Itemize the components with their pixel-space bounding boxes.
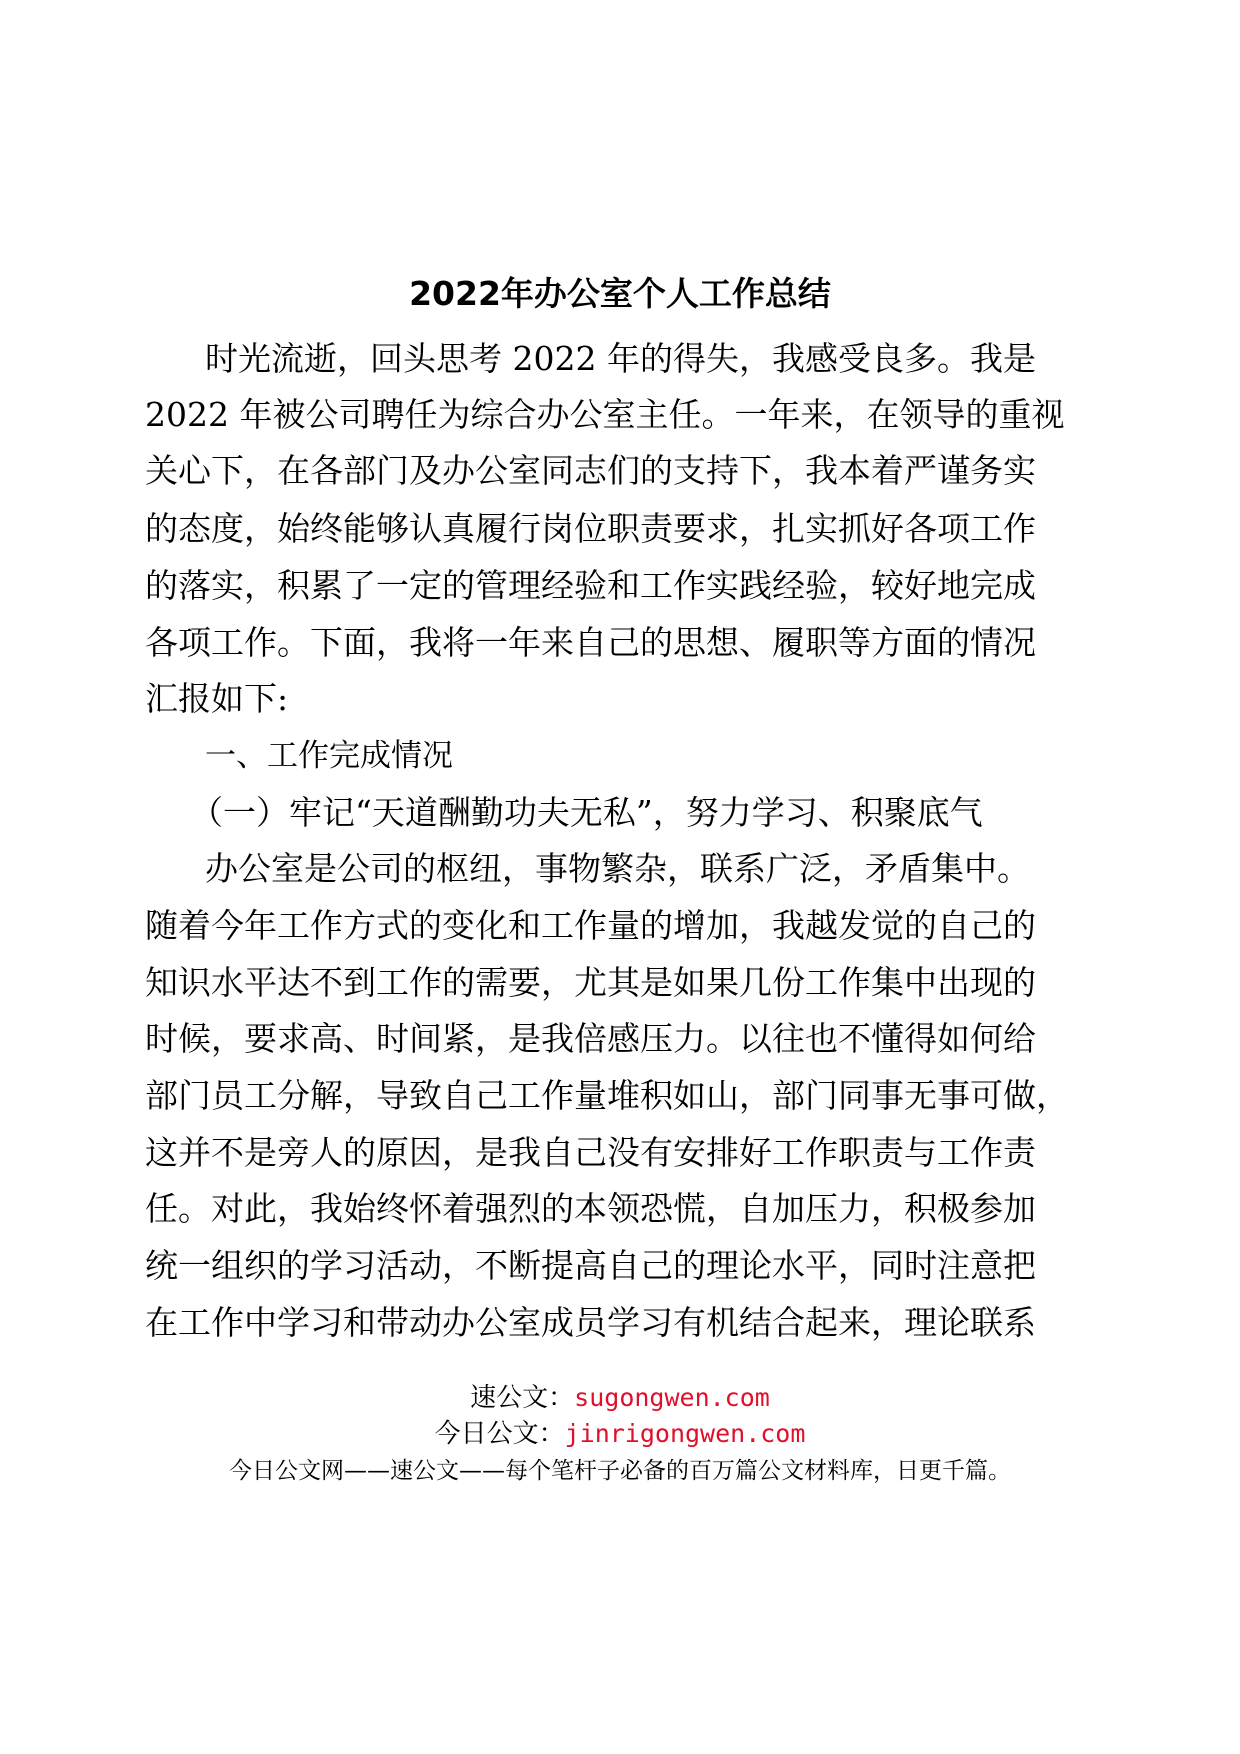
- paragraph-text: 任。对此，我始终怀着强烈的本领恐慌，自加压力，积极参加: [145, 1189, 1036, 1228]
- paragraph-text: 随着今年工作方式的变化和工作量的增加，我越发觉的自己的: [145, 906, 1036, 945]
- body-line-1: [0, 328, 1240, 390]
- document-title: 2022年办公室个人工作总结: [409, 274, 831, 313]
- body-line-16: [0, 1292, 1240, 1354]
- body-line-11: [0, 1008, 1240, 1070]
- footer-slogan: 今日公文网——速公文——每个笔杆子必备的百万篇公文材料库，日更千篇。: [229, 1458, 1011, 1484]
- paragraph-text: 在工作中学习和带动办公室成员学习有机结合起来，理论联系: [145, 1303, 1036, 1342]
- body-line-9: [0, 895, 1240, 957]
- paragraph-text: 办公室是公司的枢纽，事物繁杂，联系广泛，矛盾集中。: [205, 849, 1030, 888]
- body-line-4: [0, 498, 1240, 560]
- paragraph-text: 时候，要求高、时间紧，是我倍感压力。以往也不懂得如何给: [145, 1019, 1036, 1058]
- footer-site-1-link[interactable]: sugongwen.com: [574, 1383, 770, 1412]
- paragraph-text: 统一组织的学习活动，不断提高自己的理论水平，同时注意把: [145, 1246, 1036, 1285]
- body-line-12: [0, 1065, 1240, 1127]
- paragraph-text: 知识水平达不到工作的需要，尤其是如果几份工作集中出现的: [145, 963, 1036, 1002]
- footer-site-2-label: 今日公文：: [434, 1419, 565, 1449]
- body-line-10: [0, 952, 1240, 1014]
- paragraph-text: 各项工作。下面，我将一年来自己的思想、履职等方面的情况: [145, 623, 1036, 662]
- paragraph-text: 汇报如下:: [145, 679, 289, 718]
- subsection-heading-text: （一）牢记“天道酬勤功夫无私”，努力学习、积聚底气: [190, 793, 983, 832]
- body-line-7: [0, 668, 1240, 730]
- section-heading: [0, 725, 1240, 787]
- body-line-15: [0, 1235, 1240, 1297]
- body-line-2: [0, 384, 1240, 446]
- paragraph-text: 关心下，在各部门及办公室同志们的支持下，我本着严谨务实: [145, 451, 1036, 490]
- footer-site-1-label: 速公文：: [470, 1383, 575, 1413]
- body-line-6: [0, 612, 1240, 674]
- paragraph-text: 2022 年被公司聘任为综合办公室主任。一年来，在领导的重视: [145, 395, 1065, 434]
- paragraph-text: 的落实，积累了一定的管理经验和工作实践经验，较好地完成: [145, 566, 1036, 605]
- subsection-heading: [0, 782, 1240, 844]
- paragraph-text: 时光流逝，回头思考 2022 年的得失，我感受良多。我是: [205, 339, 1036, 378]
- paragraph-text: 的态度，始终能够认真履行岗位职责要求，扎实抓好各项工作: [145, 509, 1036, 548]
- section-heading-text: 一、工作完成情况: [205, 738, 453, 774]
- body-line-8: [0, 838, 1240, 900]
- footer-site-1: [0, 1380, 1240, 1416]
- paragraph-text: 部门员工分解，导致自己工作量堆积如山，部门同事无事可做，: [145, 1076, 1069, 1115]
- body-line-5: [0, 555, 1240, 617]
- footer-site-2-link[interactable]: jinrigongwen.com: [564, 1419, 806, 1448]
- body-line-3: [0, 440, 1240, 502]
- body-line-14: [0, 1178, 1240, 1240]
- body-line-13: [0, 1122, 1240, 1184]
- footer-site-2: [0, 1416, 1240, 1452]
- paragraph-text: 这并不是旁人的原因，是我自己没有安排好工作职责与工作责: [145, 1133, 1036, 1172]
